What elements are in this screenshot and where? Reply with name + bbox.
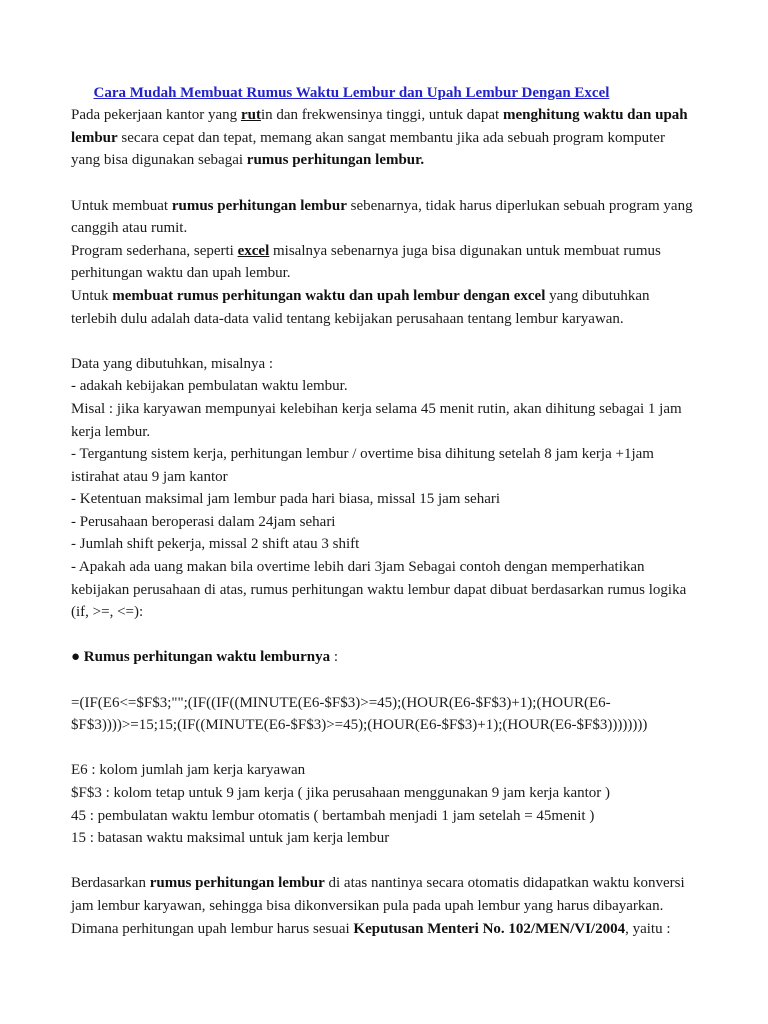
text-run: E6 : kolom jumlah jam kerja karyawan — [71, 762, 306, 779]
text-run: (if, >=, <=): — [71, 604, 144, 621]
text-line — [71, 601, 768, 624]
text-run: sebenarnya, tidak harus diperlukan sebuah program yang — [346, 197, 693, 214]
text-line — [71, 827, 768, 850]
text-run: - Tergantung sistem kerja, perhitungan lembur / overtime bisa dihitung setelah 8 jam kerja +1jam — [71, 446, 654, 463]
bold-text: lembur — [71, 129, 118, 146]
text-line — [71, 556, 768, 579]
formula-heading — [71, 646, 768, 669]
text-line — [71, 375, 768, 398]
text-run: - Apakah ada uang makan bila overtime lebih dari 3jam Sebagai contoh dengan memperhatikan — [71, 559, 645, 576]
text-line — [71, 579, 768, 602]
bold-text: menghitung waktu dan upah — [502, 107, 688, 124]
text-line — [71, 104, 768, 127]
text-line — [71, 195, 768, 218]
text-run: 45 : pembulatan waktu lembur otomatis ( bertambah menjadi 1 jam setelah = 45menit ) — [71, 807, 595, 824]
text-run: - Ketentuan maksimal jam lembur pada hari biasa, missal 15 jam sehari — [71, 491, 501, 508]
text-run: $F$3))))>=15;15;(IF((MINUTE(E6-$F$3)>=45);(HOUR(E6-$F$3)+1);(HOUR(E6-$F$3)))))))) — [71, 717, 648, 734]
underlined-link-text[interactable]: excel — [237, 242, 270, 259]
text-run: canggih atau rumit. — [71, 220, 188, 237]
text-run: istirahat atau 9 jam kantor — [71, 468, 228, 485]
text-line — [71, 714, 768, 737]
text-run: jam lembur karyawan, sehingga bisa dikonversikan pula pada upah lembur yang harus dibayarkan. — [71, 897, 664, 914]
conclusion-paragraph — [71, 872, 768, 940]
text-line — [71, 805, 768, 828]
text-run: kebijakan perusahaan di atas, rumus perhitungan waktu lembur dapat dibuat berdasarkan rumus logika — [71, 581, 687, 598]
text-line — [71, 421, 768, 444]
tools-paragraph — [71, 195, 768, 331]
text-line — [71, 308, 768, 331]
text-run: 15 : batasan waktu maksimal untuk jam kerja lembur — [71, 830, 390, 847]
text-line — [71, 240, 768, 263]
underlined-link-text[interactable]: rut — [240, 107, 261, 124]
text-line — [71, 692, 768, 715]
bold-text: Keputusan Menteri No. 102/MEN/VI/2004 — [353, 920, 626, 937]
text-run: - adakah kebijakan pembulatan waktu lembur. — [71, 378, 348, 395]
text-run: di atas nantinya secara otomatis didapatkan waktu konversi — [324, 875, 685, 892]
article-title — [71, 59, 768, 101]
text-line — [71, 488, 768, 511]
text-line — [71, 895, 768, 918]
text-run: secara cepat dan tepat, memang akan sangat membantu jika ada sebuah program komputer — [117, 129, 665, 146]
text-run: Dimana perhitungan upah lembur harus sesuai — [71, 920, 354, 937]
text-line — [71, 443, 768, 466]
intro-paragraph — [71, 104, 768, 172]
text-run: , yaitu : — [625, 920, 671, 937]
text-run: terlebih dulu adalah data-data valid tentang kebijakan perusahaan tentang lembur karyawan. — [71, 310, 624, 327]
formula-legend — [71, 759, 768, 849]
text-line — [71, 262, 768, 285]
text-run: Misal : jika karyawan mempunyai kelebihan kerja selama 45 menit rutin, akan dihitung sebagai 1 jam — [71, 400, 682, 417]
bold-text: rumus perhitungan lembur. — [246, 152, 425, 169]
text-run: $F$3 : kolom tetap untuk 9 jam kerja ( jika perusahaan menggunakan 9 jam kerja kantor ) — [71, 785, 611, 801]
text-run: Program sederhana, seperti — [71, 242, 238, 259]
text-run: Berdasarkan — [71, 875, 150, 892]
text-run: misalnya sebenarnya juga bisa digunakan untuk membuat rumus — [269, 242, 661, 259]
text-run: yang dibutuhkan — [545, 287, 650, 304]
text-line — [71, 127, 768, 150]
bold-text: ● Rumus perhitungan waktu lemburnya — [71, 649, 331, 666]
text-line — [71, 398, 768, 421]
bold-text: membuat rumus perhitungan waktu dan upah lembur dengan excel — [112, 287, 546, 304]
bold-text: rumus perhitungan lembur — [149, 875, 325, 892]
title-link[interactable]: Cara Mudah Membuat Rumus Waktu Lembur dan Upah Lembur Dengan Excel — [93, 84, 610, 101]
text-run: - Perusahaan beroperasi dalam 24jam sehari — [71, 513, 336, 530]
text-line — [71, 646, 768, 669]
text-line — [71, 918, 768, 941]
text-line — [71, 533, 768, 556]
text-run: =(IF(E6<=$F$3;"";(IF((IF((MINUTE(E6-$F$3)>=45);(HOUR(E6-$F$3)+1);(HOUR(E6- — [71, 694, 611, 711]
text-run: in dan frekwensinya tinggi, untuk dapat — [260, 107, 503, 124]
text-line — [71, 217, 768, 240]
data-requirements-list — [71, 353, 768, 624]
bold-text: rumus perhitungan lembur — [171, 197, 347, 214]
text-run: Untuk membuat — [71, 197, 172, 214]
text-run: : — [330, 649, 339, 666]
text-run: Pada pekerjaan kantor yang — [71, 107, 241, 124]
text-run: kerja lembur. — [71, 423, 151, 440]
text-line — [71, 285, 768, 308]
text-line — [71, 759, 768, 782]
formula-text — [71, 692, 768, 737]
text-run: Untuk — [71, 287, 113, 304]
text-line — [71, 782, 768, 805]
text-line — [71, 59, 768, 101]
text-line — [71, 466, 768, 489]
text-line — [71, 149, 768, 172]
text-run: - Jumlah shift pekerja, missal 2 shift atau 3 shift — [71, 536, 360, 553]
text-line — [71, 872, 768, 895]
text-line — [71, 511, 768, 534]
text-run: perhitungan waktu dan upah lembur. — [71, 265, 291, 282]
text-run: Data yang dibutuhkan, misalnya : — [71, 355, 274, 372]
text-run: yang bisa digunakan sebagai — [71, 152, 247, 169]
text-line — [71, 353, 768, 376]
